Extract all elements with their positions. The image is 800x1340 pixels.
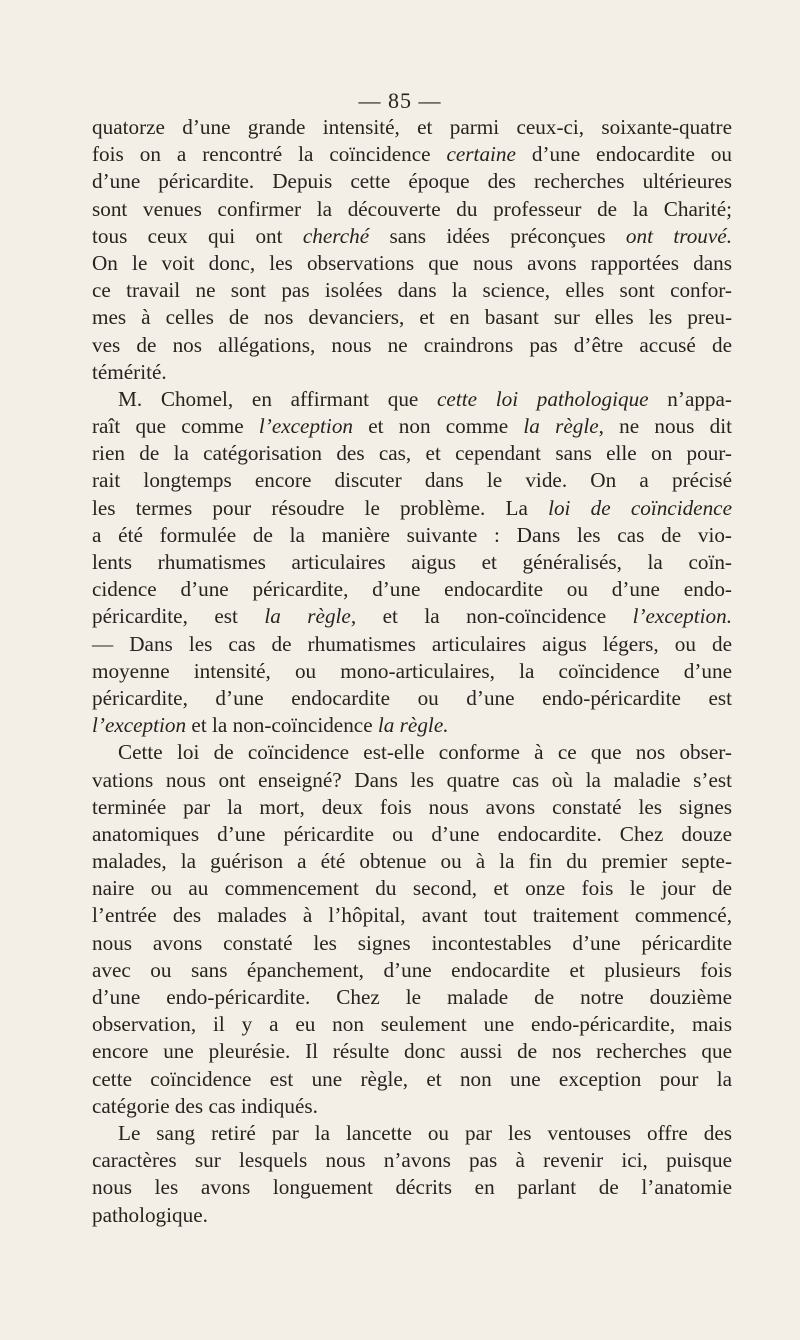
text-segment: ves de nos allégations, nous ne craindrons pas d’être accusé de	[92, 332, 732, 357]
text-segment: avec ou sans épanchement, d’une endocardite et plusieurs fois	[92, 957, 732, 982]
text-line	[92, 196, 732, 223]
text-line	[92, 603, 732, 630]
italic-phrase: l’exception.	[632, 604, 732, 629]
text-segment: fois on a rencontré la coïncidence	[92, 142, 447, 167]
text-segment: On le voit donc, les observations que nous avons rapportées dans	[92, 250, 732, 275]
text-segment: moyenne intensité, ou mono-articulaires, la coïncidence d’une	[92, 658, 732, 683]
italic-phrase: la règle	[523, 414, 599, 439]
text-segment: Le sang retiré par la lancette ou par les ventouses offre des	[118, 1120, 732, 1145]
text-line	[92, 1093, 732, 1120]
text-line	[92, 440, 732, 467]
text-line	[92, 359, 732, 386]
text-segment: , ne nous dit	[598, 414, 733, 439]
text-segment: quatorze d’une grande intensité, et parmi ceux-ci, soixante-quatre	[92, 115, 732, 139]
text-line	[92, 304, 732, 331]
text-segment: lents rhumatismes articulaires aigus et généralisés, la coïn-	[92, 550, 732, 574]
text-segment: l’entrée des malades à l’hôpital, avant tout traitement commencé,	[92, 903, 732, 928]
text-line	[92, 332, 732, 359]
text-segment: rien de la catégorisation des cas, et cependant sans elle on pour-	[92, 441, 732, 466]
text-line	[92, 1038, 732, 1065]
text-line	[92, 386, 732, 413]
text-segment: a été formulée de la manière suivante : Dans les cas de vio-	[92, 522, 732, 547]
text-line	[92, 1011, 732, 1038]
text-segment: cette coïncidence est une règle, et non une exception pour la	[92, 1066, 732, 1091]
body-text	[92, 114, 732, 1229]
text-line	[92, 250, 732, 277]
text-segment: d’une endo-péricardite. Chez le malade de notre douzième	[92, 985, 732, 1009]
text-line	[92, 223, 732, 250]
text-line	[92, 875, 732, 902]
text-segment: raît que comme	[92, 414, 259, 439]
text-segment: naire ou au commencement du second, et onze fois le jour de	[92, 876, 732, 901]
text-segment: catégorie des cas indiqués.	[92, 1093, 318, 1118]
text-line	[92, 1120, 732, 1147]
text-segment: observation, il y a eu non seulement une endo-péricardite, mais	[92, 1012, 732, 1037]
italic-phrase: la règle.	[377, 713, 449, 738]
text-line	[92, 658, 732, 685]
text-line	[92, 549, 732, 576]
text-segment: tous ceux qui ont	[92, 223, 303, 248]
text-line	[92, 767, 732, 794]
text-line	[92, 1174, 732, 1201]
italic-phrase: l’exception	[258, 414, 354, 439]
text-segment: les termes pour résoudre le problème. La	[92, 495, 549, 520]
text-segment: vations nous ont enseigné? Dans les quatre cas où la maladie s’est	[92, 767, 732, 792]
text-line	[92, 957, 732, 984]
text-line	[92, 495, 732, 522]
text-segment: cidence d’une péricardite, d’une endocardite ou d’une endo-	[92, 577, 732, 602]
text-line	[92, 168, 732, 195]
text-segment: péricardite, est	[92, 604, 265, 629]
text-line	[92, 821, 732, 848]
text-segment: témérité.	[92, 359, 167, 384]
text-segment: et la non-coïncidence	[356, 604, 633, 629]
text-segment: n’appa-	[648, 386, 732, 411]
text-line	[92, 685, 732, 712]
text-segment: rait longtemps encore discuter dans le vide. On a précisé	[92, 468, 732, 493]
text-line	[92, 1147, 732, 1174]
text-line	[92, 984, 732, 1011]
text-line	[92, 277, 732, 304]
text-segment: encore une pleurésie. Il résulte donc aussi de nos recherches que	[92, 1039, 732, 1064]
text-line	[92, 794, 732, 821]
italic-phrase: la règle,	[264, 604, 357, 629]
text-segment: M. Chomel, en affirmant que	[118, 386, 438, 411]
text-segment: Cette loi de coïncidence est-elle conforme à ce que nos obser-	[118, 740, 732, 765]
text-segment: et non comme	[353, 414, 524, 439]
text-line	[92, 1066, 732, 1093]
italic-phrase: loi de coïncidence	[548, 495, 732, 520]
text-line	[92, 712, 732, 739]
text-line	[92, 522, 732, 549]
text-line	[92, 114, 732, 141]
page-number: — 85 —	[358, 88, 442, 113]
text-segment: d’une péricardite. Depuis cette époque des recherches ultérieures	[92, 169, 732, 194]
text-line	[92, 902, 732, 929]
text-segment: pathologique.	[92, 1202, 208, 1227]
text-line	[92, 413, 732, 440]
text-segment: ce travail ne sont pas isolées dans la science, elles sont confor-	[92, 278, 732, 303]
text-segment: sans idées préconçues	[369, 223, 626, 248]
text-segment: et la non-coïncidence	[186, 713, 378, 738]
text-segment: nous les avons longuement décrits en parlant de l’anatomie	[92, 1175, 732, 1200]
text-line	[92, 141, 732, 168]
text-line	[92, 930, 732, 957]
text-segment: mes à celles de nos devanciers, et en basant sur elles les preu-	[92, 305, 732, 330]
text-segment: terminée par la mort, deux fois nous avons constaté les signes	[92, 794, 732, 819]
text-segment: nous avons constaté les signes incontestables d’une péricardite	[92, 930, 732, 955]
text-line	[92, 631, 732, 658]
text-line	[92, 1202, 732, 1229]
text-segment: malades, la guérison a été obtenue ou à la fin du premier septe-	[92, 849, 732, 874]
text-segment: anatomiques d’une péricardite ou d’une endocardite. Chez douze	[92, 821, 732, 846]
italic-phrase: ont trouvé.	[625, 223, 732, 248]
text-segment: péricardite, d’une endocardite ou d’une endo-péricardite est	[92, 685, 732, 710]
text-line	[92, 576, 732, 603]
text-segment: d’une endocardite ou	[515, 142, 733, 167]
text-segment: sont venues confirmer la découverte du professeur de la Charité;	[92, 196, 732, 221]
text-line	[92, 848, 732, 875]
italic-phrase: l’exception	[92, 713, 187, 738]
text-line	[92, 467, 732, 494]
text-segment: — Dans les cas de rhumatismes articulaires aigus légers, ou de	[92, 631, 732, 656]
italic-phrase: cherché	[302, 223, 370, 248]
italic-phrase: cette loi pathologique	[437, 386, 649, 411]
italic-phrase: certaine	[446, 142, 516, 167]
text-segment: caractères sur lesquels nous n’avons pas à revenir ici, puisque	[92, 1148, 732, 1173]
text-line	[92, 739, 732, 766]
